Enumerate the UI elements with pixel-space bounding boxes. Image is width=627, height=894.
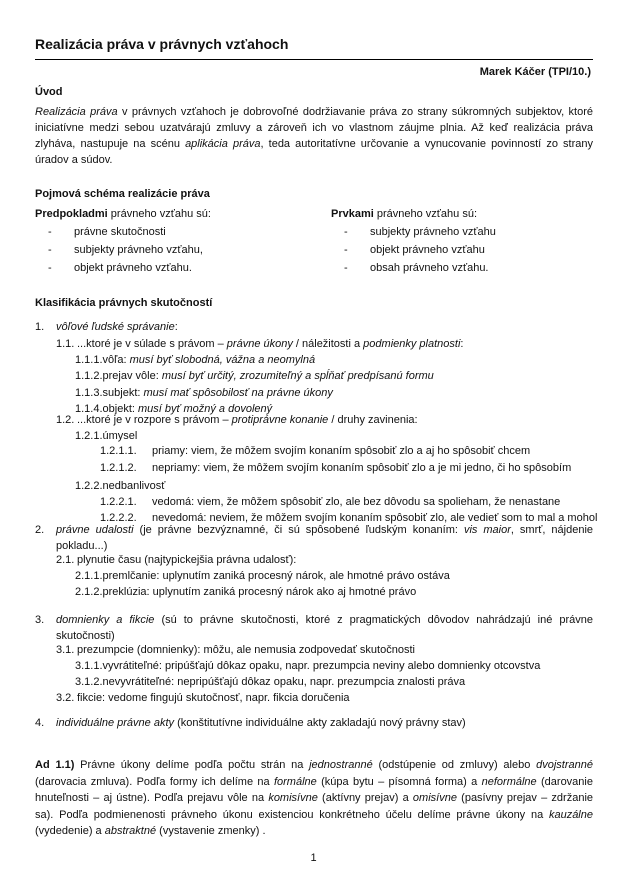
emphasis-text: právne udalosti — [56, 524, 134, 536]
text-run: plynutie času (najtypickejšia právna udalosť): — [77, 554, 297, 566]
emphasis-text: musí mať spôsobilosť na právne úkony — [143, 387, 333, 399]
text-run: : — [174, 321, 178, 333]
outline-number: 3.1.1. — [75, 660, 103, 672]
outline-number: 1.1.4. — [75, 403, 103, 415]
emphasis-text: aplikácia práva — [185, 138, 261, 150]
outline-number: 1.1.1. — [75, 354, 103, 366]
list-item: - subjekty právneho vzťahu, — [48, 244, 203, 256]
text-run: vôľa: — [102, 354, 130, 366]
emphasis-text: vis maior — [463, 524, 511, 536]
outline-text — [103, 387, 333, 399]
outline-number: 1.1.2. — [75, 370, 103, 382]
outline-text — [103, 480, 166, 492]
outline-text — [103, 676, 466, 688]
outline-item — [56, 554, 296, 566]
schema-heading: Pojmová schéma realizácie práva — [35, 188, 210, 200]
outline-item — [75, 480, 165, 492]
text-run: úmysel — [102, 430, 138, 442]
emphasis-text: domnienky a fikcie — [56, 614, 155, 626]
text-run: (vydedenie) a — [35, 825, 105, 837]
elements-lead-bold: Prvkami — [331, 208, 374, 220]
ad11-text — [35, 759, 593, 837]
outline-text — [103, 430, 138, 442]
outline-item — [75, 660, 540, 672]
emphasis-text: právne úkony — [226, 338, 293, 350]
text-run: subjekt: — [102, 387, 144, 399]
ad11-paragraph — [35, 757, 593, 840]
outline-item — [35, 321, 178, 333]
text-run: fikcie: vedome fingujú skutočnosť, napr. fikcia doručenia — [77, 692, 350, 704]
text-run: objekt: — [102, 403, 138, 415]
emphasis-text: vôľové ľudské správanie — [56, 321, 175, 333]
text-run: nepriamy: viem, že môžem svojím konaním spôsobiť zlo a je mi jedno, či ho spôsobím — [152, 462, 572, 474]
emphasis-text: dvojstranné — [536, 759, 593, 771]
outline-text — [56, 321, 178, 333]
outline-text — [103, 586, 417, 598]
text-run: (je právne bezvýznamné, či sú spôsobené ľudským konaním: — [133, 524, 464, 536]
emphasis-text: Realizácia práva — [35, 106, 118, 118]
outline-item — [56, 692, 350, 704]
text-run: vedomá: viem, že môžem spôsobiť zlo, ale bez dôvodu sa spolieham, že nenastane — [152, 496, 561, 508]
outline-text — [103, 570, 450, 582]
text-run: : — [460, 338, 464, 350]
text-run: (darovanie hnuteľnosti – aj ústne). Podľa prejavu vôle na — [35, 775, 593, 804]
elements-lead-text: právneho vzťahu sú: — [373, 208, 478, 220]
elements-list — [331, 205, 601, 277]
text-run: , teda autoritatívne určovanie a vynucovanie povinností zo strany úradov a súdov. — [35, 138, 593, 166]
author-line: Marek Káčer (TPI/10.) — [479, 66, 591, 78]
document-title: Realizácia práva v právnych vzťahoch — [35, 36, 593, 60]
text-run: (pasívny prejav – zdržanie sa). Podľa podmienenosti právneho úkonu existenciou konkrétneho účelu delíme právne úkony na — [35, 792, 593, 821]
page-number: 1 — [310, 852, 317, 864]
outline-item — [100, 462, 571, 474]
outline-item — [75, 354, 315, 366]
text-run: preklúzia: uplynutím zaniká procesný nárok ako aj hmotné právo — [102, 586, 417, 598]
outline-text — [56, 524, 593, 552]
list-item: - objekt právneho vzťahu — [344, 244, 485, 256]
outline-number: 1.2.2.2. — [100, 512, 137, 524]
text-run: / druhy zavinenia: — [328, 414, 418, 426]
outline-item — [35, 522, 593, 554]
emphasis-text: musí byť slobodná, vážna a neomylná — [129, 354, 316, 366]
text-run: premlčanie: uplynutím zaniká procesný nárok, ale hmotné právo ostáva — [102, 570, 450, 582]
outline-number: 1.2. — [56, 414, 75, 426]
outline-item — [100, 445, 530, 457]
elements-lead — [331, 205, 601, 223]
ad11-label: Ad 1.1) — [35, 759, 75, 771]
outline-item — [75, 570, 450, 582]
text-run: Právne úkony delíme podľa počtu strán na — [74, 759, 310, 771]
outline-number: 1.2.1.2. — [100, 462, 137, 474]
outline-number: 1.2.2. — [75, 480, 103, 492]
text-run: ...ktoré je v rozpore s právom – — [77, 414, 232, 426]
intro-paragraph — [35, 104, 593, 168]
text-run: (vystavenie zmenky) . — [156, 825, 266, 837]
text-run: ...ktoré je v súlade s právom – — [77, 338, 227, 350]
text-run: nedbanlivosť — [102, 480, 166, 492]
outline-text — [56, 717, 466, 729]
outline-item — [75, 586, 416, 598]
list-item: - právne skutočnosti — [48, 226, 166, 238]
outline-item — [35, 612, 593, 644]
list-item: - obsah právneho vzťahu. — [344, 262, 489, 274]
text-run: priamy: viem, že môžem svojím konaním spôsobiť zlo a aj ho spôsobiť chcem — [152, 445, 531, 457]
outline-text — [152, 462, 571, 474]
text-run: prezumpcie (domnienky): môžu, ale nemusia zodpovedať skutočnosti — [77, 644, 415, 656]
prerequisites-list — [35, 205, 305, 277]
text-run: v právnych vzťahoch je dobrovoľné dodržiavanie práva zo strany súkromných subjektov, ktoré iniciatívne medzi sebou uzatvárajú zmluvy a zároveň ich vo vlastnom záujme plnia. Až keď realizácia práva zlyháva, nastupuje na scénu — [35, 106, 593, 150]
text-run: (aktívny prejav) a — [317, 792, 413, 804]
outline-text — [103, 354, 316, 366]
outline-item — [56, 338, 463, 350]
outline-number: 1. — [35, 321, 45, 333]
text-run: (darovacia zmluva). Podľa formy ich delíme na — [35, 775, 274, 788]
classification-heading: Klasifikácia právnych skutočností — [35, 297, 213, 309]
outline-item — [56, 644, 415, 656]
emphasis-text: kauzálne — [548, 808, 593, 821]
outline-item — [75, 370, 434, 382]
outline-text — [152, 496, 560, 508]
outline-number: 1.1.3. — [75, 387, 103, 399]
outline-number: 4. — [35, 717, 45, 729]
text-run: , smrť, nájdenie pokladu...) — [56, 524, 594, 552]
emphasis-text: omisívne — [412, 792, 457, 804]
outline-number: 2.1.2. — [75, 586, 103, 598]
text-run: / náležitosti a — [292, 338, 364, 350]
outline-text — [77, 692, 350, 704]
prerequisites-lead — [35, 205, 305, 223]
outline-item — [75, 387, 333, 399]
outline-number: 1.2.1. — [75, 430, 103, 442]
outline-text — [103, 660, 541, 672]
outline-text — [77, 644, 415, 656]
outline-text — [152, 445, 530, 457]
text-run: nevyvrátiteľné: nepripúšťajú dôkaz opaku, napr. prezumpcia znalosti práva — [102, 676, 466, 688]
prerequisites-lead-text: právneho vzťahu sú: — [107, 208, 211, 220]
prerequisites-lead-bold: Predpokladmi — [35, 208, 108, 220]
text-run: (konštitutívne individuálne akty zakladajú nový právny stav) — [174, 717, 466, 729]
outline-text — [103, 370, 434, 382]
outline-number: 2.1. — [56, 554, 75, 566]
outline-number: 1.2.2.1. — [100, 496, 137, 508]
intro-heading: Úvod — [35, 86, 63, 98]
emphasis-text: protiprávne konanie — [231, 414, 329, 426]
emphasis-text: podmienky platnosti — [363, 338, 461, 350]
outline-item — [35, 715, 593, 731]
outline-number: 1.2.1.1. — [100, 445, 137, 457]
outline-number: 3.1. — [56, 644, 75, 656]
outline-text — [77, 414, 418, 426]
outline-number: 1.1. — [56, 338, 75, 350]
emphasis-text: individuálne právne akty — [56, 717, 175, 729]
outline-number: 3.1.2. — [75, 676, 103, 688]
text-run: nevedomá: neviem, že môžem svojím konaním spôsobiť zlo, ale vedieť som to mal a mohol — [152, 512, 598, 524]
outline-text — [77, 338, 463, 350]
list-item: - objekt právneho vzťahu. — [48, 262, 192, 274]
text-run: prejav vôle: — [102, 370, 162, 382]
outline-item — [75, 676, 465, 688]
outline-text — [56, 614, 593, 642]
emphasis-text: abstraktné — [104, 825, 157, 837]
emphasis-text: komisívne — [268, 792, 318, 804]
text-run: (sú to právne skutočnosti, ktoré z pragmatických dôvodov nahrádzajú iné právne skutočnosti) — [56, 614, 593, 642]
outline-number: 2. — [35, 524, 45, 536]
outline-text — [77, 554, 296, 566]
outline-number: 3.2. — [56, 692, 75, 704]
outline-item — [100, 496, 560, 508]
text-run: vyvrátiteľné: pripúšťajú dôkaz opaku, napr. prezumpcia neviny alebo domnienky otcovstva — [102, 660, 541, 672]
emphasis-text: jednostranné — [309, 759, 373, 771]
outline-item — [56, 414, 418, 426]
outline-item — [75, 430, 137, 442]
emphasis-text: neformálne — [481, 775, 537, 788]
text-run: (kúpa bytu – písomná forma) a — [316, 775, 482, 788]
outline-number: 3. — [35, 614, 45, 626]
emphasis-text: musí byť určitý, zrozumiteľný a spĺňať predpísanú formu — [161, 370, 434, 382]
list-item: - subjekty právneho vzťahu — [344, 226, 496, 238]
text-run: (odstúpenie od zmluvy) alebo — [372, 759, 537, 771]
outline-number: 2.1.1. — [75, 570, 103, 582]
emphasis-text: formálne — [273, 775, 317, 788]
emphasis-text: musí byť možný a dovolený — [138, 403, 273, 415]
